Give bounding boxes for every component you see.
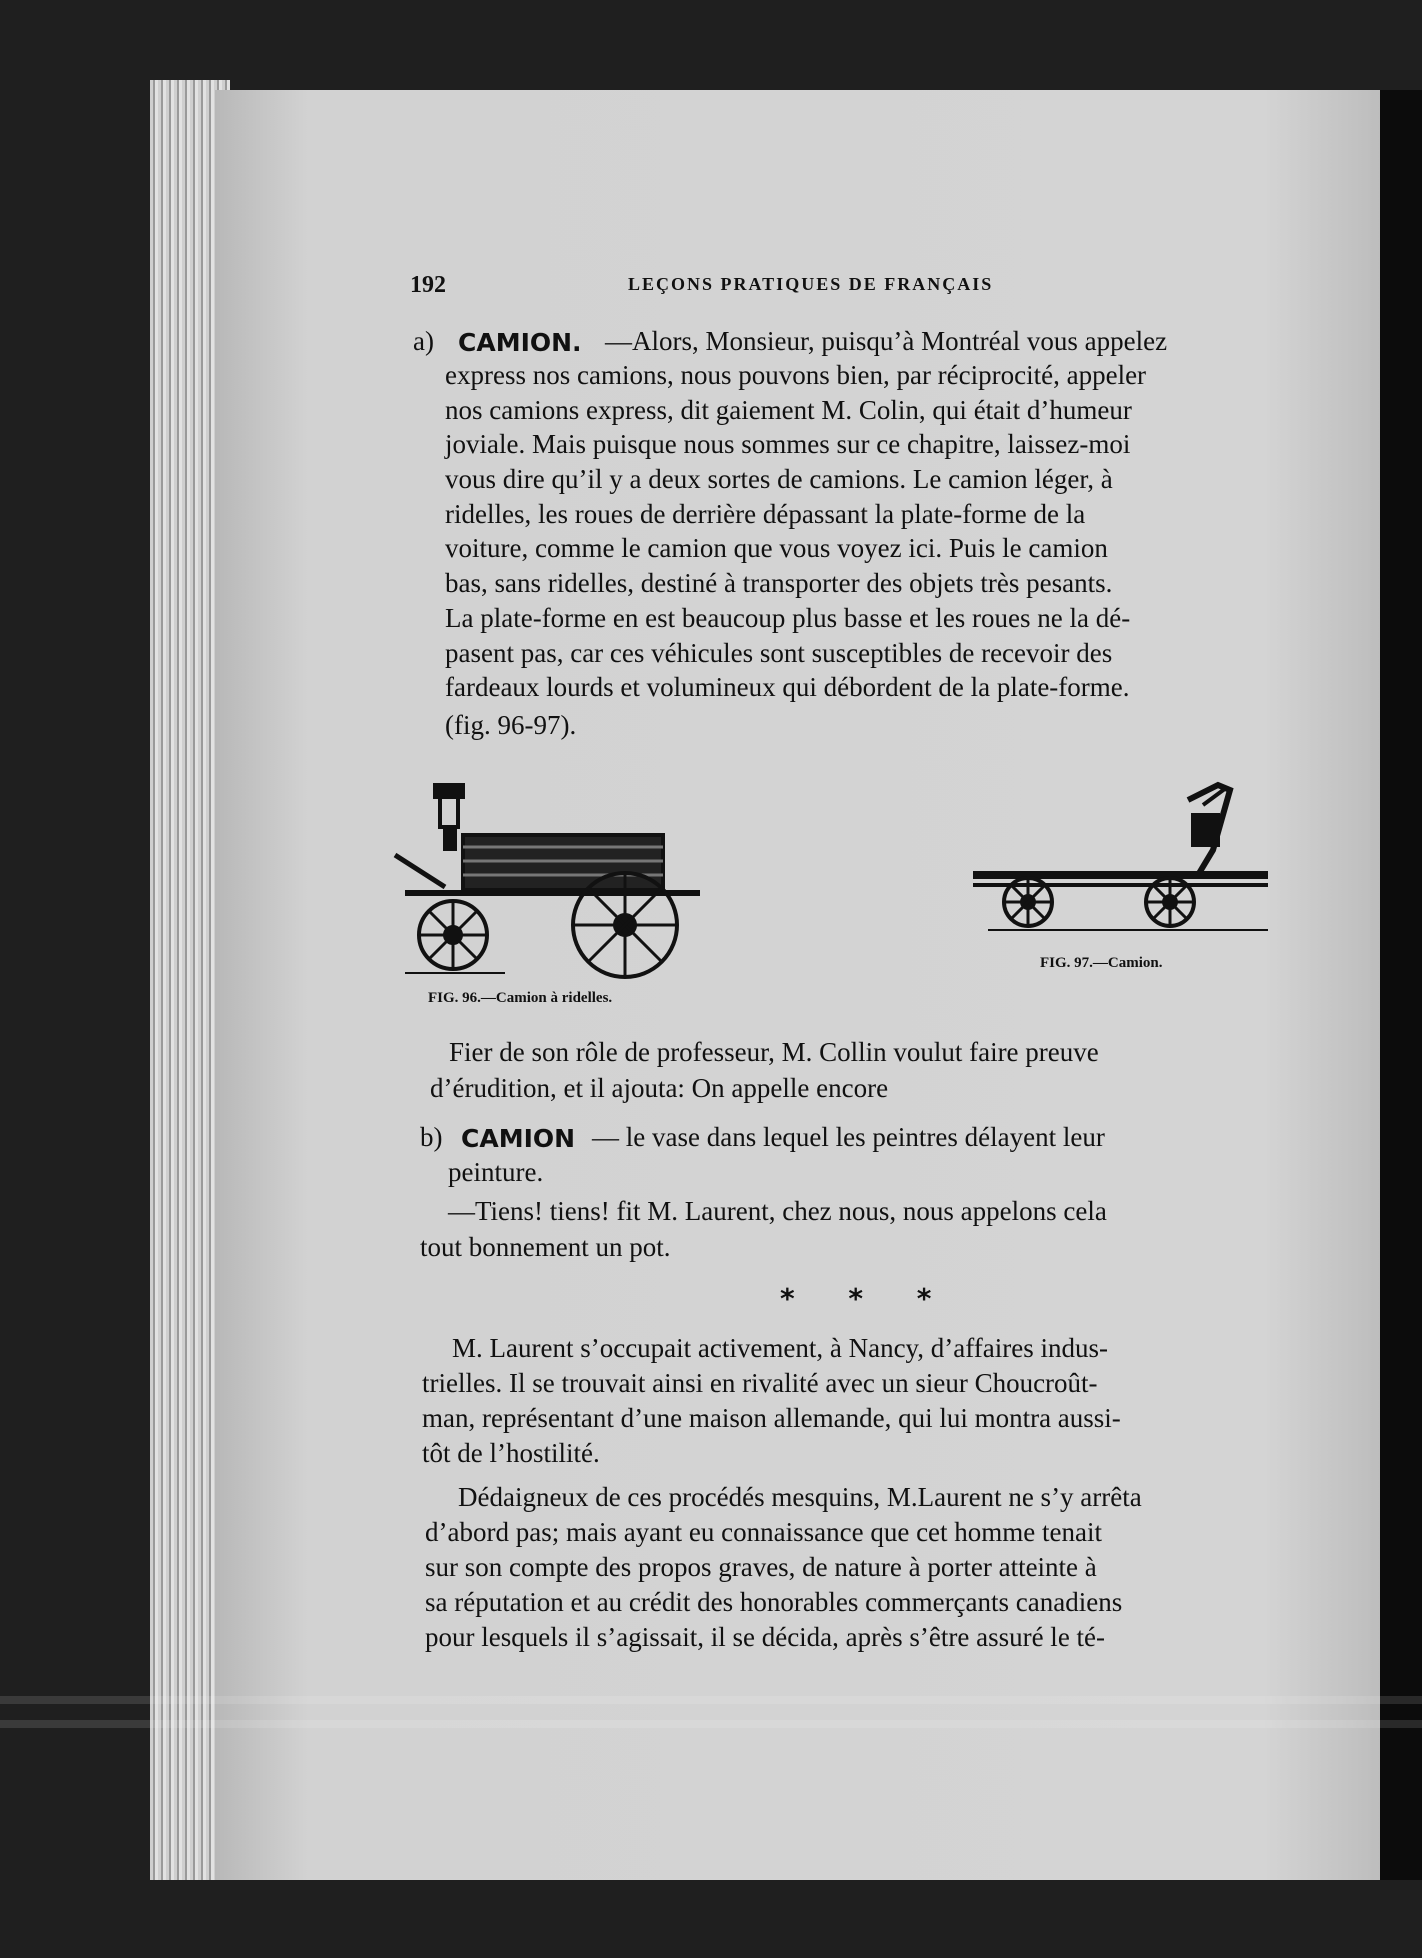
figure-97-caption: FIG. 97.—Camion. (1040, 955, 1163, 971)
text-line: voiture, comme le camion que vous voyez ici. Puis le camion (445, 533, 1108, 563)
wagon-illustration (385, 775, 705, 985)
section-a-label: a) (413, 326, 434, 356)
text-line: —Alors, Monsieur, puisqu’à Montréal vous appelez (605, 326, 1168, 356)
text-line: (fig. 96-97). (445, 710, 577, 740)
text-line: fardeaux lourds et volumineux qui débordent de la plate-forme. (445, 672, 1130, 702)
text-line: La plate-forme en est beaucoup plus basse et les roues ne la dé- (445, 603, 1131, 633)
figure-96-caption: FIG. 96.—Camion à ridelles. (428, 990, 613, 1006)
text-line: vous dire qu’il y a deux sortes de camions. Le camion léger, à (445, 464, 1113, 494)
section-b-term: CAMION (461, 1124, 576, 1153)
section-separator: * * * (780, 1282, 954, 1315)
text-line: — le vase dans lequel les peintres délayent leur (592, 1122, 1105, 1152)
text-line: tôt de l’hostilité. (422, 1438, 600, 1468)
section-a-term: CAMION. (458, 328, 582, 357)
running-header: LEÇONS PRATIQUES DE FRANÇAIS (628, 274, 994, 294)
text-line: Fier de son rôle de professeur, M. Collin voulut faire preuve (449, 1037, 1099, 1067)
text-line: ridelles, les roues de derrière dépassant la plate-forme de la (445, 499, 1086, 529)
text-line: Dédaigneux de ces procédés mesquins, M.Laurent ne s’y arrêta (458, 1482, 1142, 1512)
text-line: peinture. (448, 1157, 544, 1187)
text-line: nos camions express, dit gaiement M. Colin, qui était d’humeur (445, 395, 1132, 425)
section-b-label: b) (420, 1122, 443, 1152)
page-number: 192 (410, 272, 446, 298)
flat-truck-illustration (968, 780, 1278, 940)
text-line: tout bonnement un pot. (420, 1232, 671, 1262)
text-line: pasent pas, car ces véhicules sont susceptibles de recevoir des (445, 638, 1113, 668)
text-line: man, représentant d’une maison allemande, qui lui montra aussi- (422, 1403, 1121, 1433)
page-gutter (1380, 90, 1422, 1880)
text-line: bas, sans ridelles, destiné à transporter des objets très pesants. (445, 568, 1113, 598)
text-line: trielles. Il se trouvait ainsi en rivalité avec un sieur Choucroût- (422, 1368, 1098, 1398)
scan-artifact-line (0, 1720, 1422, 1728)
text-line: sur son compte des propos graves, de nature à porter atteinte à (425, 1552, 1097, 1582)
text-line: M. Laurent s’occupait activement, à Nancy, d’affaires indus- (452, 1333, 1108, 1363)
text-line: joviale. Mais puisque nous sommes sur ce chapitre, laissez-moi (445, 429, 1131, 459)
text-line: express nos camions, nous pouvons bien, par réciprocité, appeler (445, 360, 1147, 390)
scan-artifact-line (0, 1696, 1422, 1704)
text-line: sa réputation et au crédit des honorables commerçants canadiens (425, 1587, 1123, 1617)
text-line: d’érudition, et il ajouta: On appelle encore (430, 1073, 889, 1103)
text-line: d’abord pas; mais ayant eu connaissance que cet homme tenait (425, 1517, 1103, 1547)
text-line: —Tiens! tiens! fit M. Laurent, chez nous, nous appelons cela (448, 1196, 1107, 1226)
text-line: pour lesquels il s’agissait, il se décida, après s’être assuré le té- (425, 1622, 1106, 1652)
